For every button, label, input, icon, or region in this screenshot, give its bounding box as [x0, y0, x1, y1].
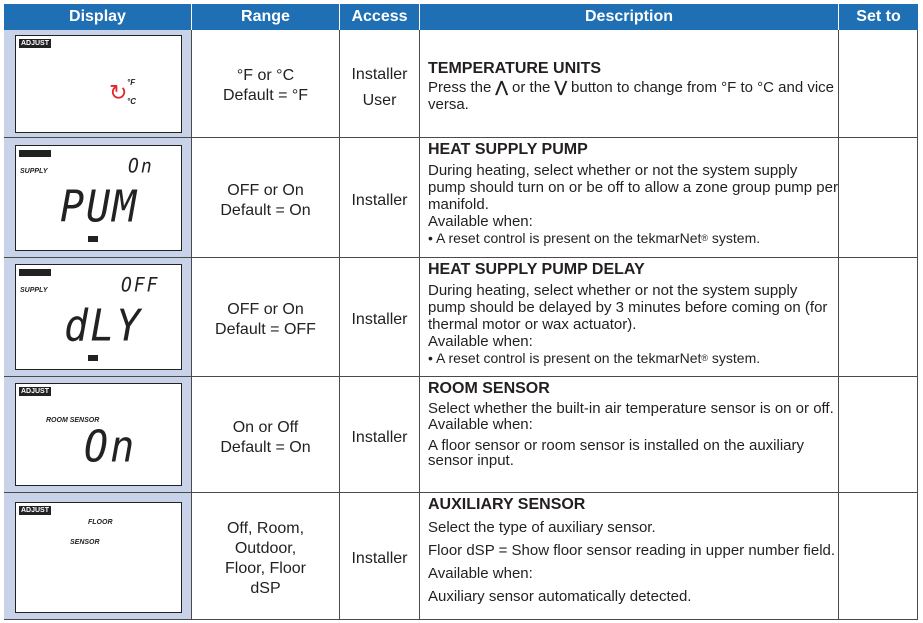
access-heat-supply-pump-delay: Installer	[351, 311, 408, 328]
header-display: Display	[4, 4, 191, 30]
access-room-sensor: Installer	[351, 429, 408, 446]
title-heat-supply-pump: HEAT SUPPLY PUMP	[428, 141, 588, 158]
adjust-tag: ADJUST	[21, 388, 50, 395]
header-range: Range	[192, 4, 339, 30]
sensor-label: SENSOR	[70, 539, 100, 546]
settings-table	[4, 4, 918, 620]
up-arrow-icon: ⋀	[495, 79, 508, 96]
header-access: Access	[340, 4, 419, 30]
desc-heat-supply-pump: HEAT SUPPLY PUMP During heating, select whether or not the system supply pump should turn on or be off to allow a zone group pump per manifold. Available when: • A reset control is present on the tekmarNet® system.	[428, 141, 838, 246]
access-temperature-units: Installer User	[351, 66, 408, 109]
header-set-to: Set to	[839, 4, 918, 30]
lcd-main-value: PUM	[60, 181, 139, 233]
room-sensor-label: ROOM SENSOR	[46, 417, 100, 424]
title-room-sensor: ROOM SENSOR	[428, 380, 550, 397]
supply-label: SUPPLY	[20, 287, 48, 294]
cycle-arrow-icon: ↻	[109, 80, 128, 105]
lcd-auxiliary-sensor	[15, 502, 182, 613]
lcd-room-sensor	[15, 383, 182, 486]
unit-f-label: °F	[127, 78, 136, 87]
lcd-top-value: OFF	[121, 273, 160, 298]
lcd-main-value: On	[84, 421, 137, 473]
adjust-tag: ADJUST	[21, 507, 50, 514]
floor-label: FLOOR	[88, 519, 113, 526]
range-room-sensor: On or Off Default = On	[220, 419, 311, 456]
access-auxiliary-sensor: Installer	[351, 550, 408, 567]
access-heat-supply-pump: Installer	[351, 192, 408, 209]
unit-c-label: °C	[127, 97, 136, 106]
header-description: Description	[420, 4, 838, 30]
range-heat-supply-pump-delay: OFF or On Default = OFF	[215, 301, 316, 338]
lcd-temperature-units	[15, 35, 182, 133]
lcd-heat-supply-pump	[15, 145, 182, 251]
desc-room-sensor: ROOM SENSOR Select whether the built-in air temperature sensor is on or off. Available when: A floor sensor or room sensor is installed on the auxiliary sensor input.	[428, 380, 838, 468]
desc-temperature-units: TEMPERATURE UNITS Press the ⋀ or the ⋁ button to change from °F to °C and vice versa.	[428, 60, 838, 113]
desc-auxiliary-sensor: AUXILIARY SENSOR Select the type of auxiliary sensor. Floor dSP = Show floor sensor reading in upper number field. Available when: Auxiliary sensor automatically detected.	[428, 496, 838, 605]
adjust-tag: ADJUST	[21, 40, 50, 47]
range-heat-supply-pump: OFF or On Default = On	[220, 182, 311, 219]
lcd-top-value: On	[128, 154, 154, 179]
lcd-heat-supply-pump-delay	[15, 264, 182, 370]
title-heat-supply-pump-delay: HEAT SUPPLY PUMP DELAY	[428, 261, 645, 278]
lcd-main-value: dLY	[64, 300, 143, 352]
down-arrow-icon: ⋁	[554, 79, 567, 96]
desc-heat-supply-pump-delay: HEAT SUPPLY PUMP DELAY During heating, select whether or not the system supply pump should be delayed by 3 minutes before coming on (for thermal motor or wax actuator). Available when: • A reset control is present on the tekmarNet® system.	[428, 261, 838, 367]
title-temperature-units: TEMPERATURE UNITS	[428, 60, 602, 77]
title-auxiliary-sensor: AUXILIARY SENSOR	[428, 496, 586, 513]
range-temperature-units: °F or °C Default = °F	[222, 67, 309, 104]
range-auxiliary-sensor: Off, Room, Outdoor, Floor, Floor dSP	[225, 520, 306, 597]
supply-label: SUPPLY	[20, 168, 48, 175]
